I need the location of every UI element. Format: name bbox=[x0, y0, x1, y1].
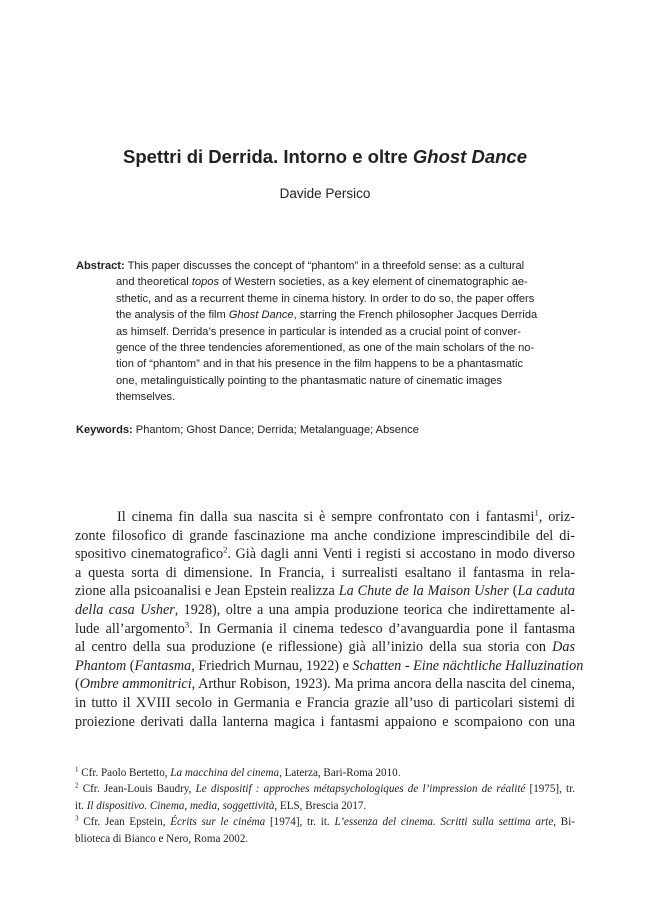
body-line: Phantom (Fantasma, Friedrich Murnau, 1922) e Schatten - Eine nächtliche Halluzination bbox=[75, 657, 584, 674]
note-marker: 3 bbox=[184, 618, 190, 629]
body-line: a questa sorta di dimensione. In Francia, i surrealisti esaltano il fantasma in rela- bbox=[75, 564, 575, 581]
italic-span: Das bbox=[552, 639, 575, 656]
note-marker: 3 bbox=[75, 814, 79, 823]
italic-span: La macchina del cinema bbox=[170, 767, 280, 779]
italic-span: Schatten - Eine nächtliche Halluzination bbox=[352, 657, 584, 674]
note-marker: 2 bbox=[223, 544, 228, 555]
italic-span: Phantom bbox=[75, 657, 127, 674]
body-line: in tutto il XVIII secolo in Germania e Francia grazie all’uso di particolari sistemi di bbox=[75, 694, 575, 711]
body-line: proiezione derivati dalla lanterna magica i fantasmi appaiono e scompaiono con una bbox=[75, 713, 575, 730]
title-main: Spettri di Derrida. Intorno e oltre bbox=[123, 146, 413, 167]
italic-span: La caduta bbox=[517, 583, 575, 600]
italic-span: Écrits sur le cinéma bbox=[170, 816, 266, 829]
footnote-line: $^1$ Cfr. Paolo Bertetto, La macchina del cinema, Laterza, Bari-Roma 2010. bbox=[75, 765, 401, 779]
italic-span: topos bbox=[191, 276, 219, 289]
abstract-line: themselves. bbox=[116, 391, 176, 404]
footnote-line: $^2$ Cfr. Jean-Louis Baudry, Le dispositif : approches métapsychologiques de l’impression de réalité [1975], tr. bbox=[75, 781, 575, 796]
footnote-line: $^3$ Cfr. Jean Epstein, Écrits sur le cinéma [1974], tr. it. L’essenza del cinema. Scritti sulla settima arte, Bi- bbox=[75, 814, 575, 829]
italic-span: Fantasma bbox=[134, 657, 192, 674]
italic-span: Ombre ammonitrici bbox=[79, 676, 192, 693]
abstract-line bbox=[76, 258, 576, 274]
body-line: zione alla psicoanalisi e Jean Epstein realizza La Chute de la Maison Usher (La caduta bbox=[75, 583, 575, 600]
body-paragraph bbox=[75, 507, 584, 731]
abstract-line: and theoretical topos of Western societies, as a key element of cinematographic ae- bbox=[116, 276, 528, 289]
body-line: zonte filosofico di grande fascinazione ma anche condizione imprescindibile del di- bbox=[75, 527, 575, 544]
italic-span: L’essenza del cinema. Scritti sulla settima arte bbox=[334, 816, 554, 829]
title-italic: Ghost Dance bbox=[412, 146, 527, 167]
body-line: al centro della sua produzione (e riflessione) già all’inizio della sua storia con Das bbox=[75, 639, 575, 656]
abstract-line: sthetic, and as a recurrent theme in cinema history. In order to do so, the paper offers bbox=[116, 292, 535, 305]
footnote-line: it. Il dispositivo. Cinema, media, soggettività, ELS, Brescia 2017. bbox=[75, 799, 367, 812]
body-line: della casa Usher, 1928), oltre a una ampia produzione teorica che indirettamente al- bbox=[75, 601, 575, 618]
body-line: (Ombre ammonitrici, Arthur Robison, 1923). Ma prima ancora della nascita del cinema, bbox=[75, 676, 575, 693]
body-line: lude all’argomento$^3$. In Germania il cinema tedesco d’avanguardia pone il fantasma bbox=[75, 618, 576, 637]
abstract-block bbox=[76, 258, 576, 406]
note-marker: 1 bbox=[534, 507, 539, 518]
abstract-line: one, metalinguistically pointing to the phantasmatic nature of cinematic images bbox=[116, 374, 503, 387]
abstract-label: Abstract: bbox=[76, 260, 125, 272]
italic-span: Le dispositif : approches métapsychologiques de l’impression de réalité bbox=[195, 783, 526, 796]
paper-title bbox=[0, 146, 650, 168]
footnotes-block bbox=[75, 765, 575, 847]
abstract-line: tion of “phantom” and in that his presence in the film happens to be a phantasmatic bbox=[116, 358, 524, 371]
author-name: Davide Persico bbox=[279, 186, 371, 201]
abstract-line: gence of the three tendencies aforementioned, as one of the main scholars of the no- bbox=[116, 341, 535, 354]
italic-span: La Chute de la Maison Usher bbox=[338, 583, 509, 600]
keywords-line bbox=[76, 424, 576, 436]
note-marker: 2 bbox=[75, 781, 79, 790]
note-marker: 1 bbox=[75, 765, 79, 774]
keywords-label: Keywords: bbox=[76, 424, 133, 436]
italic-span: Il dispositivo. Cinema, media, soggettività bbox=[86, 799, 275, 812]
abstract-line: as himself. Derrida’s presence in particular is intended as a crucial point of conver- bbox=[116, 325, 521, 338]
body-line: spositivo cinematografico$^2$. Già dagli anni Venti i registi si accostano in modo diverso bbox=[75, 544, 575, 563]
abstract-line-text: This paper discusses the concept of “phantom” in a threefold sense: as a cultural bbox=[124, 260, 525, 272]
abstract-line: the analysis of the film Ghost Dance, starring the French philosopher Jacques Derrida bbox=[116, 309, 538, 322]
keywords-text: Phantom; Ghost Dance; Derrida; Metalanguage; Absence bbox=[132, 424, 419, 436]
body-line: Il cinema fin dalla sua nascita si è sempre confrontato con i fantasmi$^1$, oriz- bbox=[117, 507, 575, 525]
italic-span: Ghost Dance bbox=[228, 309, 294, 322]
footnote-line: blioteca di Bianco e Nero, Roma 2002. bbox=[75, 832, 249, 845]
italic-span: della casa Usher bbox=[75, 601, 175, 618]
